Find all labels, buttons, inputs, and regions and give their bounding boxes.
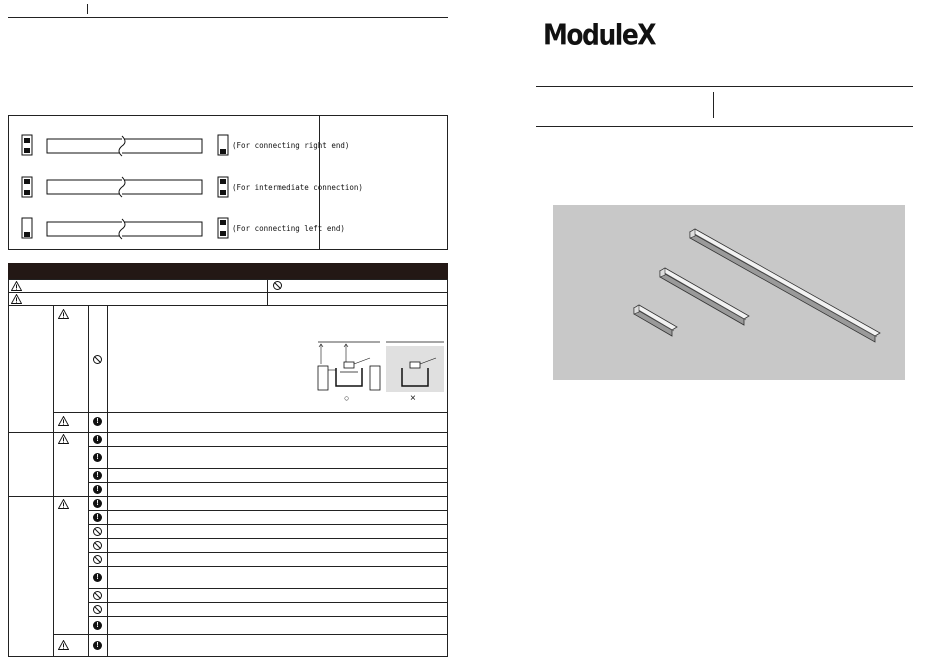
mandatory-icon: ! [93,453,102,462]
warning-icon [58,309,69,319]
title-divider [713,92,714,118]
prohibited-icon [273,281,282,290]
section-separator-1 [8,432,448,433]
prohibited-icon [93,527,102,536]
section-separator-2 [8,496,448,497]
connector-intermediate [218,177,228,197]
product-photo [553,205,905,380]
caution-icon [58,640,69,650]
mandatory-icon: ! [93,499,102,508]
warning-icon [11,281,22,291]
caution-icon [58,416,69,426]
row-line [53,634,448,635]
label-intermediate: (For intermediate connection) [232,183,363,192]
installation-clearance-diagram [310,336,446,404]
ng-mark: × [410,393,416,404]
caution-icon [11,294,22,304]
row-line [88,538,448,539]
warning-icon [58,499,69,509]
mandatory-icon: ! [93,417,102,426]
mandatory-icon: ! [93,573,102,582]
mark-column-divider-1 [88,305,89,657]
row-line [88,482,448,483]
header-rule [8,17,448,18]
profile-bar-2 [47,177,202,197]
header-tick [87,4,88,14]
row-line [88,616,448,617]
parts-diagram [8,115,448,250]
row-line [88,510,448,511]
end-cap-left-1 [22,135,32,155]
title-rule-top [536,86,913,87]
mandatory-icon: ! [93,641,102,650]
row-line [88,524,448,525]
connector-right-end [218,135,228,155]
mandatory-icon: ! [93,471,102,480]
long-profile-bar [690,229,880,342]
title-rule-bottom [536,126,913,127]
prohibited-icon [93,605,102,614]
end-cap-left-2 [22,177,32,197]
warning-icon [58,434,69,444]
row-line [53,412,448,413]
mandatory-icon: ! [93,435,102,444]
legend-line-2 [8,305,448,306]
safety-table-header [8,263,448,279]
prohibited-icon [93,541,102,550]
legend-divider [267,279,268,305]
category-column-divider [53,305,54,657]
mandatory-icon: ! [93,513,102,522]
connector-left-end [218,218,228,238]
brand-logo: ModuleX [543,18,656,52]
row-line [88,446,448,447]
mark-column-divider-2 [107,305,108,657]
mandatory-icon: ! [93,621,102,630]
label-left-end: (For connecting left end) [232,224,345,233]
profile-bars-illustration [553,205,905,380]
legend-line-1 [8,292,448,293]
row-line [88,602,448,603]
prohibited-icon [93,591,102,600]
short-profile-bar [634,305,677,336]
medium-profile-bar [660,268,749,325]
end-cap-left-3 [22,218,32,238]
mandatory-icon: ! [93,485,102,494]
prohibited-icon [93,355,102,364]
label-right-end: (For connecting right end) [232,141,350,150]
profile-bar-1 [47,136,202,156]
row-line [88,588,448,589]
profile-bar-3 [47,219,202,239]
prohibited-icon [93,555,102,564]
row-line [88,566,448,567]
row-line [88,468,448,469]
row-line [88,552,448,553]
ok-mark: ○ [344,393,350,403]
